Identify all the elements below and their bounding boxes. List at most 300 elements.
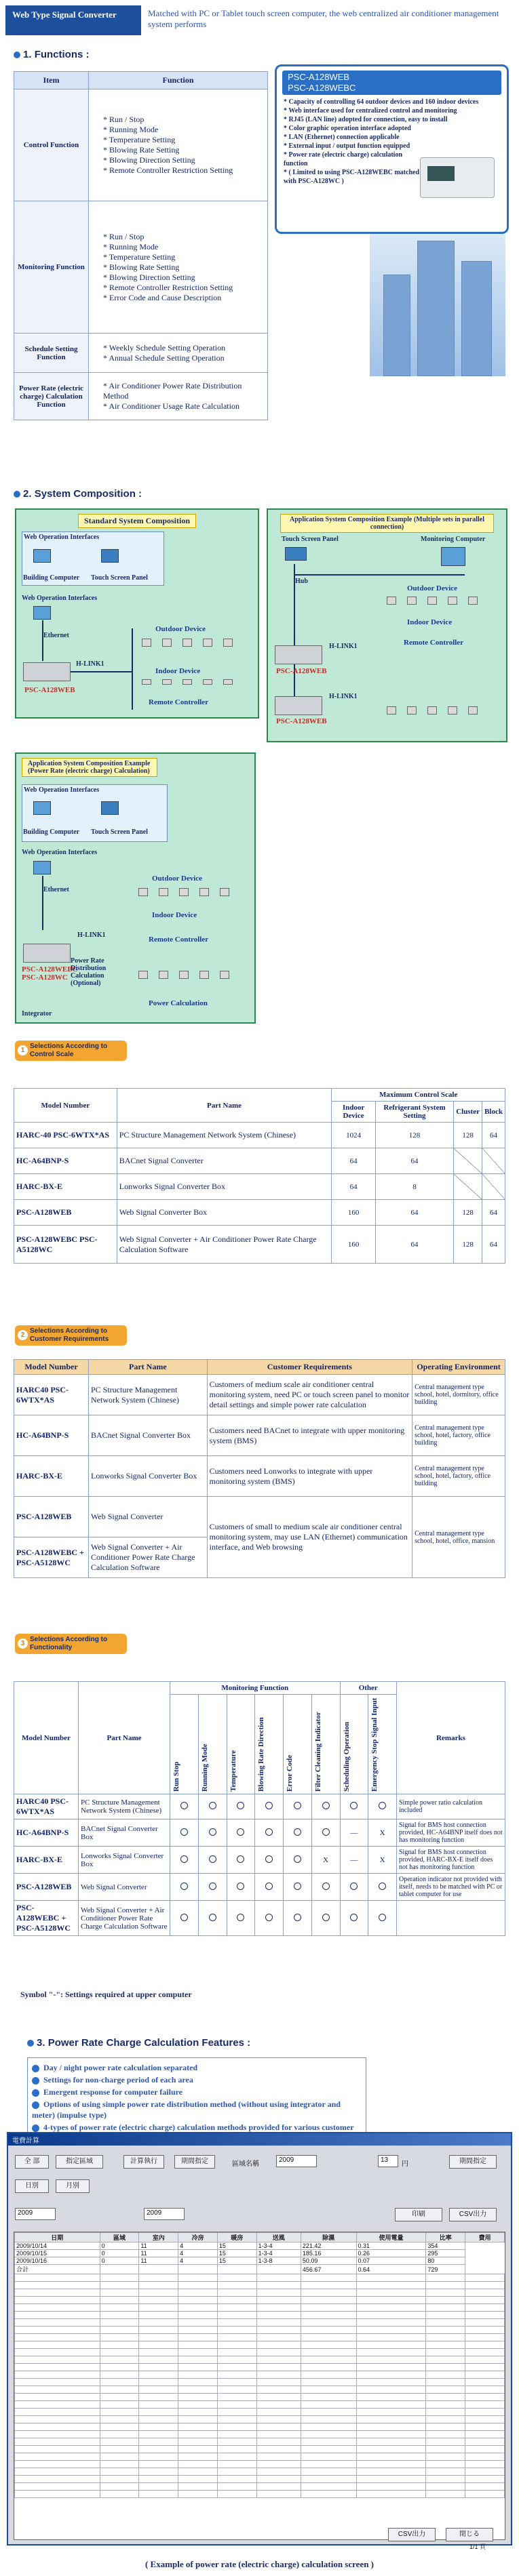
close-button[interactable]: 閉じる <box>446 2528 493 2541</box>
power-rate-system-diagram <box>15 752 256 1024</box>
col-model: Model Number <box>14 1089 117 1123</box>
cell-environment: Central management type school, hotel, dormitory, office building <box>412 1375 505 1415</box>
grid-cell <box>465 2319 505 2327</box>
grid-cell: 0 <box>100 2242 139 2250</box>
grid-cell <box>356 2438 426 2446</box>
outdoor-label: Outdoor Device <box>155 625 206 633</box>
indoor-label: Indoor Device <box>155 667 201 675</box>
grid-cell <box>217 2356 256 2364</box>
grid-cell <box>256 2468 301 2476</box>
connection-line <box>294 564 295 713</box>
grid-cell <box>356 2401 426 2409</box>
grid-cell <box>139 2416 178 2423</box>
outdoor-unit-icon <box>138 888 148 896</box>
grid-cell <box>178 2438 218 2446</box>
circle-icon <box>237 1802 244 1809</box>
grid-header[interactable]: 冷房 <box>178 2233 218 2242</box>
connection-line <box>71 671 132 672</box>
grid-cell <box>178 2491 218 2498</box>
meter-icon <box>179 971 189 979</box>
grid-cell <box>465 2304 505 2312</box>
cell-remark: Signal for BMS host connection provided, HARC-BX-E itself does not has monitoring function <box>397 1847 505 1874</box>
grid-cell <box>356 2423 426 2431</box>
grid-cell <box>15 2386 100 2394</box>
period-button-2[interactable]: 期間指定 <box>449 2155 497 2169</box>
hlink-label: H-LINK1 <box>329 693 358 700</box>
grid-cell <box>301 2341 356 2349</box>
grid-cell <box>15 2416 100 2423</box>
circle-icon <box>322 1802 330 1809</box>
grid-cell <box>139 2461 178 2468</box>
col-indoor: Indoor Device <box>332 1102 375 1123</box>
product-feature: * Capacity of controlling 64 outdoor devices and 160 indoor devices <box>284 98 500 106</box>
grid-cell <box>465 2371 505 2379</box>
grid-cell <box>139 2289 178 2297</box>
grid-empty-row <box>15 2453 505 2461</box>
cell-mark <box>368 1794 397 1819</box>
col-cluster: Cluster <box>454 1102 482 1123</box>
grid-empty-row <box>15 2476 505 2483</box>
grid-cell <box>15 2423 100 2431</box>
grid-cell <box>178 2476 218 2483</box>
col-refrig: Refrigerant System Setting <box>375 1102 453 1123</box>
grid-cell <box>256 2371 301 2379</box>
grid-header[interactable]: 區域 <box>100 2233 139 2242</box>
grid-header[interactable]: 室內 <box>139 2233 178 2242</box>
grid-cell <box>100 2461 139 2468</box>
grid-cell <box>256 2265 301 2274</box>
period-button[interactable]: 期間指定 <box>174 2155 215 2169</box>
cell-model: PSC-A128WEB <box>14 1497 89 1537</box>
touch-panel-label: Touch Screen Panel <box>91 828 148 836</box>
outdoor-unit-icon <box>427 597 437 605</box>
cell-value: 8 <box>375 1174 453 1200</box>
diagram-title: Standard System Composition <box>78 514 196 528</box>
grid-cell <box>256 2319 301 2327</box>
grid-cell <box>356 2476 426 2483</box>
cell-model: HARC40 PSC-6WTX*AS <box>14 1375 89 1415</box>
grid-row[interactable] <box>15 2242 505 2250</box>
circle-icon <box>350 1802 358 1809</box>
cell-mark <box>284 1901 312 1936</box>
grid-cell <box>301 2289 356 2297</box>
grid-cell <box>178 2274 218 2282</box>
cell-part: BACnet Signal Converter Box <box>79 1819 170 1847</box>
grid-row[interactable] <box>15 2265 505 2274</box>
grid-row[interactable] <box>15 2250 505 2257</box>
circle-icon <box>265 1914 273 1921</box>
grid-cell <box>256 2289 301 2297</box>
grid-cell <box>301 2453 356 2461</box>
converter-icon <box>275 645 322 664</box>
grid-cell <box>139 2438 178 2446</box>
all-button[interactable]: 全 部 <box>15 2155 49 2169</box>
cell-mark: — <box>340 1847 368 1874</box>
grid-cell: 2009/10/16 <box>15 2257 100 2265</box>
section-number: 2. <box>23 488 32 500</box>
csv-button-bottom[interactable]: CSV出力 <box>388 2528 436 2541</box>
grid-cell <box>217 2409 256 2416</box>
cell-mark <box>284 1874 312 1901</box>
building-shape <box>461 261 492 376</box>
circle-icon <box>322 1914 330 1921</box>
result-grid[interactable] <box>14 2232 505 2540</box>
grid-cell <box>100 2371 139 2379</box>
table-row <box>14 1200 505 1226</box>
cell-model: PSC-A128WEBC + PSC-A5128WC <box>14 1901 79 1936</box>
cell-mark <box>227 1847 255 1874</box>
grid-empty-row <box>15 2282 505 2289</box>
run-button[interactable]: 計算執行 <box>123 2155 164 2169</box>
cell-mark <box>227 1901 255 1936</box>
cell-mark <box>198 1847 227 1874</box>
diagram-title: Application System Composition Example (Multiple sets in parallel connection) <box>280 514 495 533</box>
converter-icon <box>23 944 71 963</box>
grid-cell <box>100 2319 139 2327</box>
building-computer-label: Building Computer <box>23 828 80 836</box>
bullet-icon <box>14 491 20 498</box>
daily-button[interactable]: 日別 <box>15 2179 49 2193</box>
grid-cell <box>465 2341 505 2349</box>
cell-model: PSC-A128WEB <box>14 1874 79 1901</box>
grid-header[interactable]: 比率 <box>426 2233 465 2242</box>
diagram-title: Application System Composition Example (Power Rate (electric charge) Calculation) <box>22 758 157 777</box>
col-function: Error Code <box>286 1754 294 1792</box>
grid-cell <box>426 2386 465 2394</box>
grid-cell <box>465 2453 505 2461</box>
grid-cell <box>426 2379 465 2386</box>
grid-cell <box>139 2319 178 2327</box>
product-feature: * Web interface used for centralized control and monitoring <box>284 106 500 115</box>
grid-cell <box>465 2386 505 2394</box>
page-header <box>5 5 514 35</box>
grid-cell <box>356 2327 426 2334</box>
item-power-rate: Power Rate (electric charge) Calculation Function <box>14 373 89 420</box>
selection-badge <box>15 1634 127 1654</box>
area-button[interactable]: 指定區域 <box>56 2155 103 2169</box>
cell-requirement: Customers of small to medium scale air conditioner central monitoring system, may use LAN (Ethernet) communication interface, and Web browsing <box>207 1497 412 1578</box>
grid-cell: 0.07 <box>356 2257 426 2265</box>
grid-cell <box>178 2327 218 2334</box>
touch-panel-icon <box>101 801 119 815</box>
product-feature: * RJ45 (LAN line) adopted for connection, easy to install <box>284 115 500 124</box>
grid-header[interactable]: 費用 <box>465 2233 505 2242</box>
cell-part: PC Structure Management Network System (Chinese) <box>117 1123 332 1148</box>
col-model: Model Number <box>14 1682 79 1794</box>
function-entry: * Annual Schedule Setting Operation <box>103 353 265 363</box>
col-other: Other <box>340 1682 397 1695</box>
day-field[interactable]: 13 <box>378 2155 398 2167</box>
table-row <box>14 1226 505 1264</box>
grid-cell <box>100 2364 139 2371</box>
grid-cell <box>465 2364 505 2371</box>
grid-cell <box>301 2401 356 2409</box>
grid-cell <box>139 2297 178 2304</box>
grid-cell <box>15 2468 100 2476</box>
col-model: Model Number <box>14 1360 89 1375</box>
grid-cell <box>301 2431 356 2438</box>
to-field[interactable]: 2009 <box>144 2208 185 2220</box>
grid-cell <box>301 2327 356 2334</box>
grid-cell <box>465 2468 505 2476</box>
circle-icon <box>209 1828 216 1836</box>
bullet-icon <box>32 2089 39 2097</box>
circle-icon <box>294 1802 301 1809</box>
grid-empty-row <box>15 2297 505 2304</box>
grid-cell <box>426 2319 465 2327</box>
grid-cell <box>178 2349 218 2356</box>
grid-cell <box>100 2341 139 2349</box>
grid-cell <box>15 2364 100 2371</box>
grid-cell <box>256 2431 301 2438</box>
functions-table <box>14 71 268 420</box>
circle-icon <box>237 1914 244 1921</box>
grid-cell <box>217 2423 256 2431</box>
grid-cell <box>256 2461 301 2468</box>
grid-cell <box>139 2431 178 2438</box>
grid-cell <box>178 2386 218 2394</box>
grid-cell <box>139 2265 178 2274</box>
col-monitoring: Monitoring Function <box>170 1682 341 1695</box>
grid-cell <box>465 2431 505 2438</box>
grid-cell <box>15 2476 100 2483</box>
grid-cell <box>100 2401 139 2409</box>
grid-cell <box>217 2364 256 2371</box>
csv-button[interactable]: CSV出力 <box>449 2208 497 2221</box>
col-function: Emergency Stop Signal Input <box>370 1697 379 1792</box>
cell-mark <box>227 1794 255 1819</box>
grid-cell <box>100 2265 139 2274</box>
hlink-label: H-LINK1 <box>329 643 358 650</box>
grid-cell <box>178 2423 218 2431</box>
grid-cell <box>301 2319 356 2327</box>
outdoor-unit-icon <box>220 888 229 896</box>
cell-mark <box>284 1847 312 1874</box>
grid-cell <box>356 2334 426 2341</box>
grid-cell <box>139 2423 178 2431</box>
cell-mark <box>198 1901 227 1936</box>
grid-cell <box>301 2297 356 2304</box>
outdoor-unit-icon <box>387 597 396 605</box>
grid-header[interactable]: 日期 <box>15 2233 100 2242</box>
grid-cell <box>301 2349 356 2356</box>
cell-model: HC-A64BNP-S <box>14 1148 117 1174</box>
cell-model: HARC-40 PSC-6WTX*AS <box>14 1123 117 1148</box>
grid-empty-row <box>15 2409 505 2416</box>
circle-icon <box>294 1828 301 1836</box>
grid-header[interactable]: 暖房 <box>217 2233 256 2242</box>
grid-cell <box>100 2334 139 2341</box>
col-part: Part Name <box>117 1089 332 1123</box>
grid-cell <box>217 2468 256 2476</box>
unit-label: 円 <box>402 2160 408 2168</box>
cell-mark <box>227 1819 255 1847</box>
grid-cell: 185.16 <box>301 2250 356 2257</box>
outdoor-unit-icon <box>223 639 233 647</box>
grid-cell <box>465 2438 505 2446</box>
cell-environment: Central management type school, hotel, factory, office building <box>412 1456 505 1497</box>
monthly-button[interactable]: 月別 <box>56 2179 90 2193</box>
outdoor-unit-icon <box>448 706 457 715</box>
cell-requirement: Customers need BACnet to integrate with upper monitoring system (BMS) <box>207 1415 412 1456</box>
function-entry: * Running Mode <box>103 125 265 135</box>
grid-cell: 11 <box>139 2242 178 2250</box>
cell-part: Lonworks Signal Converter Box <box>117 1174 332 1200</box>
grid-cell: 4 <box>178 2257 218 2265</box>
grid-cell <box>356 2289 426 2297</box>
outdoor-unit-icon <box>199 888 209 896</box>
product-title <box>282 71 501 95</box>
grid-cell <box>139 2386 178 2394</box>
grid-cell <box>426 2438 465 2446</box>
cell-part: PC Structure Management Network System (Chinese) <box>89 1375 208 1415</box>
circle-icon <box>237 1883 244 1890</box>
grid-cell <box>100 2297 139 2304</box>
cell-mark: X <box>368 1847 397 1874</box>
grid-cell <box>139 2364 178 2371</box>
grid-cell <box>356 2379 426 2386</box>
grid-cell <box>256 2327 301 2334</box>
cell-value: 64 <box>482 1123 505 1148</box>
grid-cell <box>100 2483 139 2491</box>
model-label: PSC-A128WEBC <box>22 965 78 973</box>
grid-row[interactable] <box>15 2257 505 2265</box>
circle-icon <box>294 1883 301 1890</box>
grid-cell <box>256 2416 301 2423</box>
meter-icon <box>159 971 168 979</box>
grid-cell <box>178 2431 218 2438</box>
grid-cell <box>15 2483 100 2491</box>
grid-header[interactable]: 送風 <box>256 2233 301 2242</box>
table-row <box>14 1456 505 1497</box>
cell-requirement: Customers need Lonworks to integrate with upper monitoring system (BMS) <box>207 1456 412 1497</box>
function-list <box>89 334 268 373</box>
grid-cell <box>356 2304 426 2312</box>
building-shape <box>383 275 410 376</box>
grid-cell: 0.64 <box>356 2265 426 2274</box>
grid-cell <box>100 2379 139 2386</box>
col-environment: Operating Environment <box>412 1360 505 1375</box>
touch-panel-icon <box>101 549 119 563</box>
grid-cell <box>356 2394 426 2401</box>
grid-cell <box>217 2341 256 2349</box>
grid-cell <box>217 2371 256 2379</box>
grid-cell <box>465 2409 505 2416</box>
grid-cell <box>465 2379 505 2386</box>
grid-cell <box>178 2401 218 2409</box>
grid-cell <box>356 2386 426 2394</box>
grid-cell <box>465 2401 505 2409</box>
grid-cell <box>139 2401 178 2409</box>
section-title: Functions : <box>34 49 90 60</box>
feature-text: Day / night power rate calculation separated <box>43 2063 198 2072</box>
circle-icon <box>180 1914 188 1921</box>
grid-cell <box>178 2312 218 2319</box>
cell-na <box>454 1174 482 1200</box>
cell-na <box>482 1148 505 1174</box>
cell-value: 64 <box>375 1148 453 1174</box>
col-function: Temperature <box>229 1750 237 1792</box>
grid-cell <box>178 2341 218 2349</box>
grid-cell <box>139 2446 178 2453</box>
outdoor-unit-icon <box>142 639 151 647</box>
model-label: PSC-A128WC <box>22 973 68 982</box>
grid-cell <box>217 2386 256 2394</box>
grid-cell <box>15 2289 100 2297</box>
grid-cell <box>356 2297 426 2304</box>
cell-model: HARC-BX-E <box>14 1174 117 1200</box>
grid-cell <box>139 2371 178 2379</box>
grid-cell <box>100 2453 139 2461</box>
grid-cell <box>139 2379 178 2386</box>
grid-cell <box>301 2274 356 2282</box>
section-number: 3. <box>37 2037 45 2049</box>
cell-mark <box>255 1794 284 1819</box>
grid-cell <box>15 2327 100 2334</box>
grid-cell <box>100 2431 139 2438</box>
connection-line <box>42 876 43 930</box>
grid-cell <box>301 2468 356 2476</box>
grid-cell <box>356 2468 426 2476</box>
connection-line <box>132 628 133 710</box>
grid-cell <box>217 2394 256 2401</box>
grid-cell <box>100 2394 139 2401</box>
grid-cell: 1-3-4 <box>256 2242 301 2250</box>
indoor-unit-icon <box>203 679 212 685</box>
grid-cell: 0 <box>100 2250 139 2257</box>
grid-cell <box>426 2416 465 2423</box>
outdoor-unit-icon <box>407 597 417 605</box>
grid-cell <box>256 2274 301 2282</box>
grid-cell <box>139 2356 178 2364</box>
cell-part: Web Signal Converter + Air Conditioner Power Rate Charge Calculation Software <box>117 1226 332 1264</box>
grid-header[interactable]: 除濕 <box>301 2233 356 2242</box>
indoor-unit-icon <box>142 679 151 685</box>
grid-cell: 4 <box>178 2250 218 2257</box>
grid-cell <box>15 2319 100 2327</box>
remote-label: Remote Controller <box>149 698 209 706</box>
print-button[interactable]: 印刷 <box>395 2208 442 2221</box>
year-field[interactable]: 2009 <box>276 2155 317 2167</box>
grid-cell <box>178 2265 218 2274</box>
grid-cell <box>217 2327 256 2334</box>
cell-model: PSC-A128WEBC + PSC-A5128WC <box>14 1537 89 1578</box>
function-entry: * Remote Controller Restriction Setting <box>103 165 265 176</box>
grid-header[interactable]: 使用電量 <box>356 2233 426 2242</box>
cell-mark <box>170 1819 199 1847</box>
outdoor-unit-icon <box>468 597 478 605</box>
from-field[interactable]: 2009 <box>15 2208 56 2220</box>
grid-cell <box>356 2431 426 2438</box>
web-interface-label: Web Operation Interfaces <box>22 849 98 856</box>
circle-icon <box>379 1883 386 1890</box>
grid-cell <box>465 2491 505 2498</box>
grid-cell: 0.31 <box>356 2242 426 2250</box>
grid-cell <box>217 2282 256 2289</box>
grid-cell <box>426 2446 465 2453</box>
col-item: Item <box>14 72 89 89</box>
function-entry: * Temperature Setting <box>103 252 265 262</box>
indoor-label: Indoor Device <box>152 911 197 919</box>
outdoor-label: Outdoor Device <box>152 874 203 883</box>
grid-cell <box>100 2327 139 2334</box>
converter-icon <box>275 696 322 715</box>
grid-cell <box>217 2334 256 2341</box>
grid-cell <box>256 2282 301 2289</box>
bullet-icon <box>32 2125 39 2132</box>
function-list <box>89 201 268 334</box>
circle-icon <box>237 1855 244 1863</box>
